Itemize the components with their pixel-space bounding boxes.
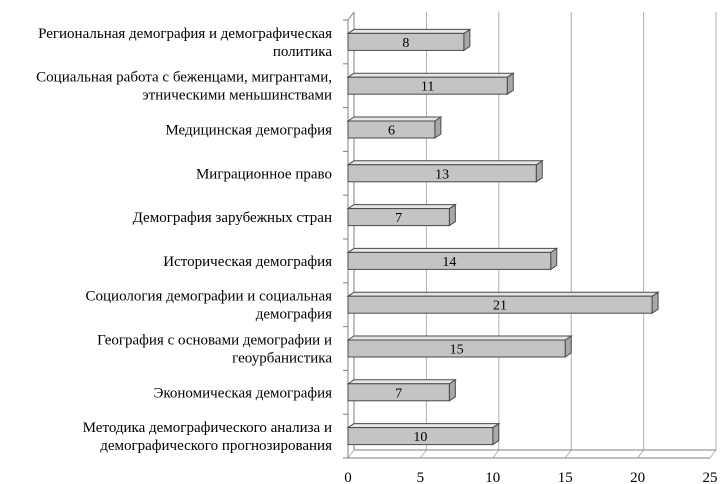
bar-top-face [348,248,557,252]
category-label-line: География с основами демографии и [97,332,332,349]
bar-top-face [348,424,499,428]
bar [348,117,441,139]
bar-top-face [348,29,470,33]
gridline-floor [565,450,571,458]
data-label: 10 [413,430,428,446]
data-label: 13 [435,167,450,183]
category-label-line: демография [255,306,332,323]
x-tick-label: 25 [702,470,718,484]
bar-top-face [348,205,455,209]
bar [348,205,455,227]
category-label [38,26,332,60]
bar-top-face [348,336,571,340]
data-label: 8 [402,35,410,51]
gridline-floor [493,450,499,458]
bar-top-face [348,380,455,384]
y-axis-wall-top [348,12,354,20]
category-labels [36,26,332,454]
data-label: 6 [387,123,395,139]
category-label-line: политика [272,43,332,60]
bar [348,292,658,314]
bar-top-face [348,117,441,121]
category-label-line: Социальная работа с беженцами, мигрантами, [36,69,332,86]
data-label: 7 [395,386,403,402]
category-label [165,123,332,139]
bars-layer [348,29,658,445]
data-label: 15 [449,342,464,358]
bar [348,161,542,183]
category-label [133,210,332,226]
bar-top-face [348,161,542,165]
category-label-line: демографического прогнозирования [100,438,332,455]
x-tick-label: 20 [630,470,646,484]
category-label [36,70,332,104]
gridline-floor [348,450,354,458]
category-label [86,289,333,323]
data-label: 21 [493,298,508,314]
category-label [196,166,332,182]
category-label-line: этническими меньшинствами [142,87,332,104]
x-tick-label: 15 [557,470,573,484]
bar-top-face [348,292,658,296]
category-label-line: Региональная демография и демографическая [38,25,332,42]
gridline-floor [420,450,426,458]
category-label-line: Социология демографии и социальная [85,288,332,305]
category-label [153,385,332,401]
x-tick-label: 5 [416,470,425,484]
category-label-line: Историческая демография [163,253,332,270]
category-label-line: геоурбанистика [232,350,332,367]
category-label [83,420,332,454]
category-label [97,333,332,367]
x-tick-label: 10 [485,470,501,484]
x-tick-labels [344,470,717,484]
x-tick-label: 0 [344,470,352,484]
data-label: 14 [442,254,457,270]
gridline-floor [638,450,644,458]
category-label-line: Демография зарубежных стран [132,210,332,227]
category-label-line: Медицинская демография [165,122,332,139]
data-label: 11 [420,79,435,95]
category-label-line: Миграционное право [195,166,332,183]
bar [348,73,513,95]
bar-top-face [348,73,513,77]
bar [348,380,455,402]
category-label-line: Методика демографического анализа и [82,420,332,437]
bar [348,29,470,51]
gridline-floor [710,450,716,458]
data-label: 7 [395,211,403,227]
bar [348,248,557,270]
category-label-line: Экономическая демография [153,385,332,402]
category-label [163,254,332,270]
bar [348,424,499,446]
bar [348,336,571,358]
